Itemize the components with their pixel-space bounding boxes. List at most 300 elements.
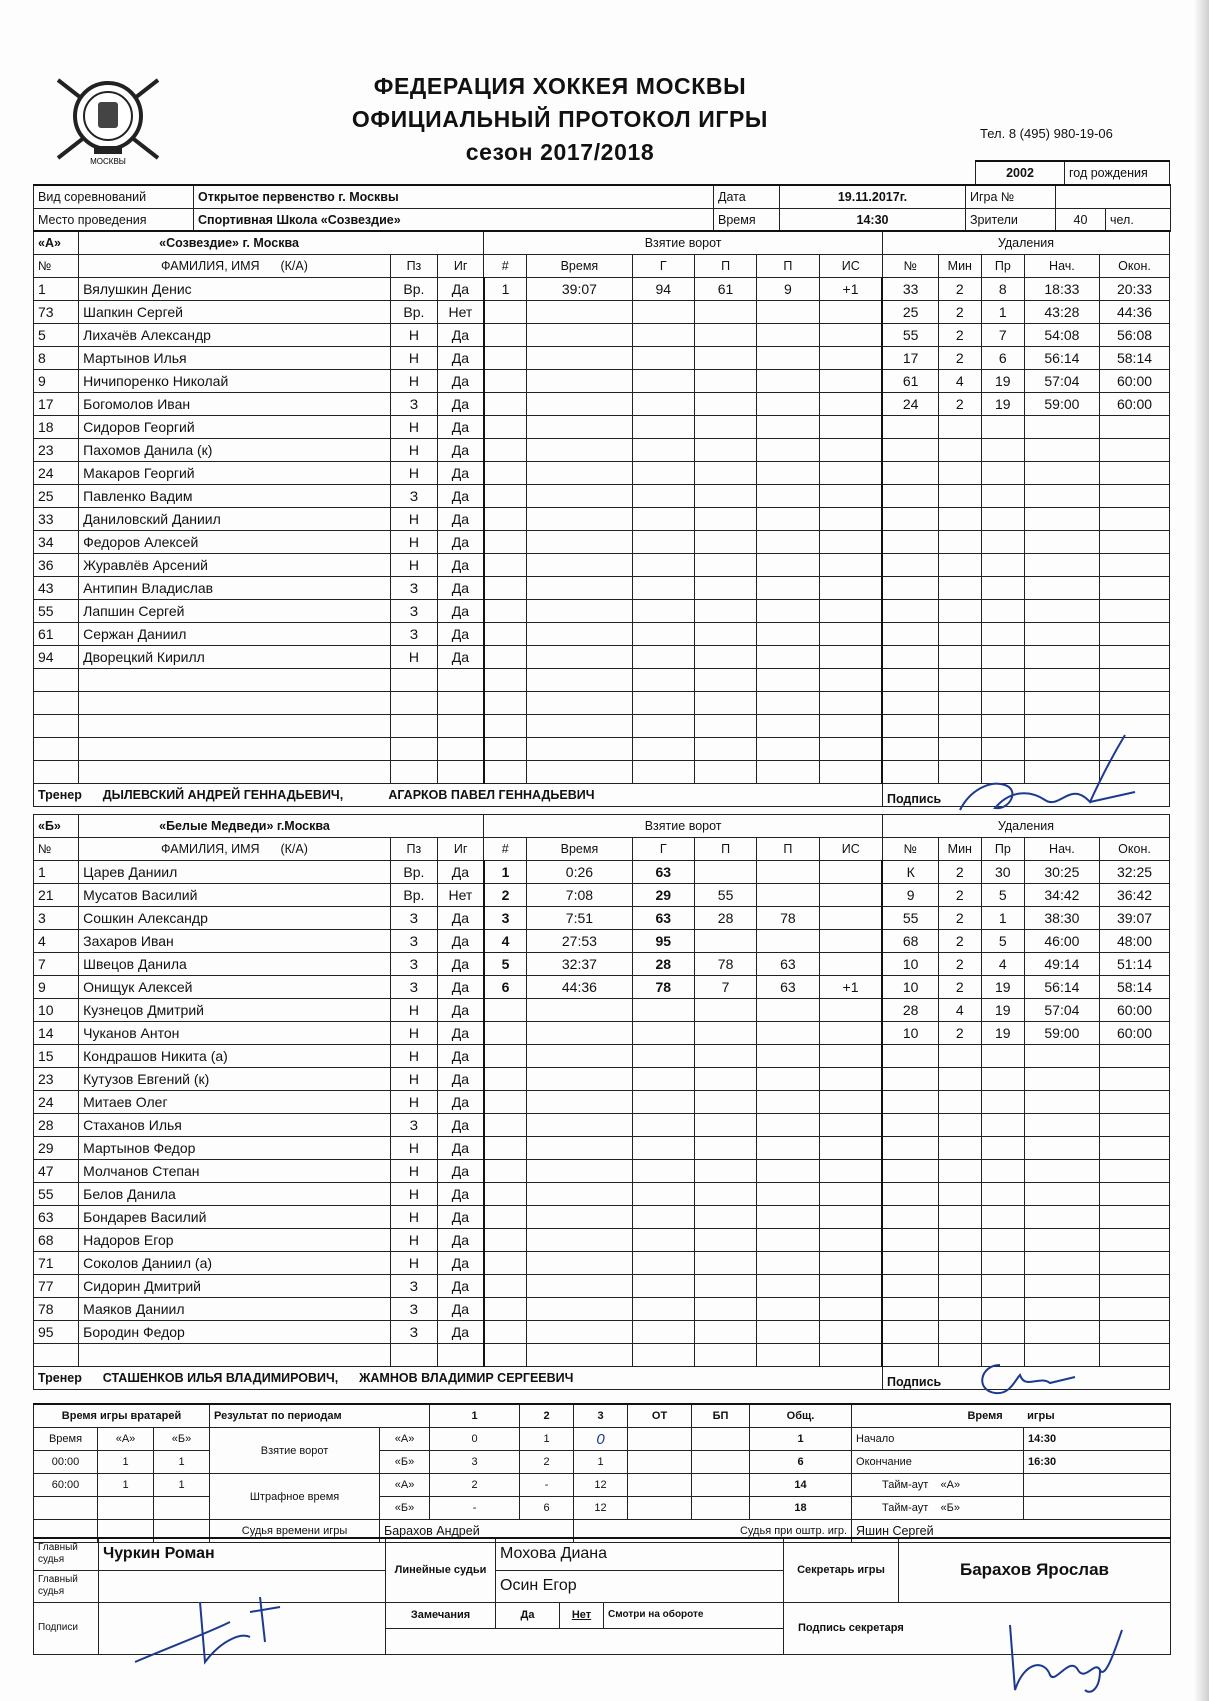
team-a-goal-scorer	[632, 531, 694, 554]
team-a-goal-assist-2	[757, 324, 819, 347]
team-a-row	[34, 347, 1170, 370]
team-b-player-name: Мартынов Федор	[79, 1137, 391, 1160]
team-a-goal-time	[527, 531, 632, 554]
coach-label: Тренер	[38, 788, 82, 802]
team-a-penalty-reason	[981, 508, 1024, 531]
team-b-goal-assist-2	[757, 1229, 819, 1252]
team-a-player-number: 94	[34, 646, 79, 669]
team-a-penalty-reason	[981, 623, 1024, 646]
team-a-penalty-end	[1100, 485, 1170, 508]
team-a-penalty-reason	[981, 485, 1024, 508]
team-a-goal-time	[527, 669, 632, 692]
team-b-player-number: 78	[34, 1298, 79, 1321]
team-b-row	[34, 1091, 1170, 1114]
team-b-player-number: 15	[34, 1045, 79, 1068]
team-a-player-name: Шапкин Сергей	[79, 301, 391, 324]
team-a-player-position: Н	[390, 646, 437, 669]
spectators-value: 40	[1056, 209, 1106, 232]
team-b-player-played: Да	[438, 1091, 484, 1114]
team-a-goal-assist-1	[694, 761, 756, 784]
team-b-goal-number	[484, 1275, 527, 1298]
team-a-goal-strength	[819, 485, 882, 508]
team-a-goal-strength	[819, 439, 882, 462]
team-a-coaches	[34, 784, 883, 807]
team-b-goal-strength	[819, 1344, 882, 1367]
team-a-player-number	[34, 669, 79, 692]
team-a-goal-assist-1	[694, 301, 756, 324]
team-b-goal-assist-2	[757, 1160, 819, 1183]
team-a-player-name: Мартынов Илья	[79, 347, 391, 370]
team-b-penalty-player: 55	[882, 907, 938, 930]
goals-row-label: Взятие ворот	[210, 1428, 380, 1474]
team-a-penalty-end	[1100, 508, 1170, 531]
team-a-penalty-start: 43:28	[1024, 301, 1099, 324]
team-b-goal-strength	[819, 1275, 882, 1298]
team-a-penalty-player: 61	[882, 370, 938, 393]
team-b-row	[34, 999, 1170, 1022]
team-b-goal-number: 6	[484, 976, 527, 999]
team-b-goal-scorer: 95	[632, 930, 694, 953]
team-b-goal-assist-2	[757, 1022, 819, 1045]
team-a-penalty-player	[882, 761, 938, 784]
pim-b-p2: 6	[520, 1497, 574, 1520]
team-a-row	[34, 301, 1170, 324]
team-b-goal-assist-2	[757, 1045, 819, 1068]
team-b-penalty-reason	[981, 1114, 1024, 1137]
team-a-penalty-minutes: 4	[938, 370, 981, 393]
col-assist-1: П	[694, 838, 756, 861]
team-b-penalty-minutes	[938, 1183, 981, 1206]
team-b-goal-assist-2	[757, 1252, 819, 1275]
team-b-penalty-end: 48:00	[1100, 930, 1170, 953]
col-position: Пз	[390, 255, 437, 278]
team-b-goal-strength	[819, 953, 882, 976]
team-a-penalty-reason	[981, 462, 1024, 485]
team-b-goal-assist-1	[694, 1252, 756, 1275]
team-a-goal-scorer	[632, 669, 694, 692]
team-a-goal-assist-1	[694, 692, 756, 715]
col-pen-min: Мин	[938, 838, 981, 861]
team-b-player-number: 77	[34, 1275, 79, 1298]
timekeeper-label: Судья времени игры	[210, 1520, 380, 1543]
team-b-penalty-end	[1100, 1275, 1170, 1298]
team-b-player-played: Да	[438, 1068, 484, 1091]
team-a-player-played: Да	[438, 347, 484, 370]
team-b-row	[34, 976, 1170, 999]
team-b-goal-strength	[819, 1022, 882, 1045]
team-b-coach-1: СТАШЕНКОВ ИЛЬЯ ВЛАДИМИРОВИЧ,	[102, 1371, 339, 1385]
team-a-penalty-start	[1024, 416, 1099, 439]
start-label: Начало	[852, 1428, 1024, 1451]
team-b-player-name: Соколов Даниил (а)	[79, 1252, 391, 1275]
col-goal-scorer: Г	[632, 838, 694, 861]
team-b-coach-2: ЖАМНОВ ВЛАДИМИР СЕРГЕЕВИЧ	[359, 1371, 574, 1385]
team-b-player-played: Да	[438, 1298, 484, 1321]
team-b-penalty-start	[1024, 1160, 1099, 1183]
team-a-player-name: Федоров Алексей	[79, 531, 391, 554]
team-a-letter: «А»	[34, 231, 79, 255]
gk-row-1-b: 1	[154, 1451, 210, 1474]
logo-caption: МОСКВЫ	[90, 157, 126, 165]
pim-a-bp	[692, 1474, 750, 1497]
team-a-player-played	[438, 761, 484, 784]
team-b-penalty-reason: 1	[981, 907, 1024, 930]
team-a-player-name: Антипин Владислав	[79, 577, 391, 600]
team-a-goal-assist-1	[694, 485, 756, 508]
team-a-goal-number	[484, 646, 527, 669]
team-b-goal-scorer	[632, 1022, 694, 1045]
pim-b-ot	[628, 1497, 692, 1520]
team-b-player-name: Царев Даниил	[79, 861, 391, 884]
team-b-penalty-minutes: 2	[938, 953, 981, 976]
team-b-player-number: 9	[34, 976, 79, 999]
team-b-goal-time: 7:08	[527, 884, 632, 907]
team-b-goal-time	[527, 1137, 632, 1160]
team-a-row	[34, 324, 1170, 347]
team-b-penalty-player	[882, 1137, 938, 1160]
competition-label: Вид соревнований	[34, 185, 194, 209]
pim-b-p3: 12	[574, 1497, 628, 1520]
team-a-goal-scorer	[632, 393, 694, 416]
pim-a-total: 14	[750, 1474, 852, 1497]
team-a-penalty-end	[1100, 577, 1170, 600]
team-a-player-position: Н	[390, 347, 437, 370]
team-b-player-played	[438, 1344, 484, 1367]
title-line-1: ФЕДЕРАЦИЯ ХОККЕЯ МОСКВЫ	[373, 73, 747, 99]
team-b-penalty-end	[1100, 1091, 1170, 1114]
team-a-goal-assist-2	[757, 577, 819, 600]
team-b-penalty-minutes	[938, 1045, 981, 1068]
team-a-penalty-reason: 19	[981, 393, 1024, 416]
team-b-penalty-reason: 5	[981, 884, 1024, 907]
team-a-goal-number	[484, 462, 527, 485]
team-a-penalty-player	[882, 439, 938, 462]
team-a-goal-strength	[819, 531, 882, 554]
team-b-goal-scorer: 78	[632, 976, 694, 999]
team-b-goal-time	[527, 1344, 632, 1367]
see-back-note: Смотри на обороте	[604, 1602, 784, 1628]
team-b-goal-scorer: 63	[632, 907, 694, 930]
team-a-player-name	[79, 715, 391, 738]
team-a-player-played	[438, 715, 484, 738]
team-b-player-name: Сидорин Дмитрий	[79, 1275, 391, 1298]
team-b-player-number: 1	[34, 861, 79, 884]
team-a-penalty-start	[1024, 439, 1099, 462]
team-a-goal-strength	[819, 669, 882, 692]
team-b-penalty-end	[1100, 1321, 1170, 1344]
team-a-goal-number	[484, 347, 527, 370]
federation-logo-icon	[48, 70, 168, 165]
team-b-name: «Белые Медведи» г.Москва	[79, 815, 484, 838]
col-pen-start: Нач.	[1024, 255, 1099, 278]
team-a-player-position: Вр.	[390, 301, 437, 324]
team-b-goal-number	[484, 1114, 527, 1137]
team-a-penalty-player: 17	[882, 347, 938, 370]
team-b-goal-assist-1	[694, 1275, 756, 1298]
team-b-goal-strength	[819, 1252, 882, 1275]
team-a-goal-assist-1	[694, 554, 756, 577]
team-b-goal-number	[484, 1229, 527, 1252]
team-b-penalty-end: 32:25	[1100, 861, 1170, 884]
team-a-player-name: Ничипоренко Николай	[79, 370, 391, 393]
col-played: Иг	[438, 255, 484, 278]
team-b-row	[34, 1183, 1170, 1206]
team-b-row	[34, 1160, 1170, 1183]
shootout-label: БП	[692, 1404, 750, 1428]
team-a-penalty-start	[1024, 623, 1099, 646]
col-strength: ИС	[819, 255, 882, 278]
team-b-player-played: Да	[438, 1183, 484, 1206]
team-b-player-name: Сошкин Александр	[79, 907, 391, 930]
team-a-player-position: З	[390, 600, 437, 623]
team-b-goal-strength	[819, 907, 882, 930]
team-b-penalty-reason: 30	[981, 861, 1024, 884]
team-b-player-number: 3	[34, 907, 79, 930]
team-a-player-position: З	[390, 623, 437, 646]
team-a-penalty-minutes: 2	[938, 278, 981, 301]
team-a-penalty-start	[1024, 646, 1099, 669]
team-b-penalty-player: 28	[882, 999, 938, 1022]
team-b-player-name: Стаханов Илья	[79, 1114, 391, 1137]
team-a-penalty-start: 56:14	[1024, 347, 1099, 370]
team-b-penalty-reason: 19	[981, 999, 1024, 1022]
team-b-goal-assist-1	[694, 1137, 756, 1160]
team-a-player-number: 23	[34, 439, 79, 462]
team-b-penalty-end: 36:42	[1100, 884, 1170, 907]
team-b-penalty-start: 38:30	[1024, 907, 1099, 930]
team-a-goal-time	[527, 370, 632, 393]
team-a-penalty-reason	[981, 646, 1024, 669]
team-a-penalty-start	[1024, 669, 1099, 692]
team-b-player-played: Да	[438, 1252, 484, 1275]
team-a-player-name: Павленко Вадим	[79, 485, 391, 508]
team-a-goal-number	[484, 623, 527, 646]
team-a-penalty-player	[882, 738, 938, 761]
col-assist-1: П	[694, 255, 756, 278]
team-b-goal-strength	[819, 1321, 882, 1344]
team-b-player-played: Да	[438, 861, 484, 884]
team-b-goal-assist-2	[757, 1068, 819, 1091]
team-a-goal-scorer	[632, 416, 694, 439]
team-b-goal-assist-2	[757, 1298, 819, 1321]
team-a-penalty-minutes	[938, 669, 981, 692]
team-b-signature-icon	[970, 1355, 1080, 1400]
team-b-penalty-minutes: 2	[938, 1022, 981, 1045]
team-a-penalty-minutes	[938, 577, 981, 600]
team-b-penalty-player	[882, 1068, 938, 1091]
period-1-label: 1	[430, 1404, 520, 1428]
team-a-goal-time: 39:07	[527, 278, 632, 301]
team-a-player-position: Н	[390, 370, 437, 393]
team-a-penalty-start	[1024, 485, 1099, 508]
team-a-player-position: Н	[390, 462, 437, 485]
date-value: 19.11.2017г.	[780, 185, 966, 209]
team-a-player-played: Да	[438, 278, 484, 301]
team-b-penalty-minutes: 2	[938, 976, 981, 999]
team-b-goal-strength	[819, 861, 882, 884]
team-a-player-played: Да	[438, 577, 484, 600]
team-a-goal-strength	[819, 370, 882, 393]
team-a-player-number: 43	[34, 577, 79, 600]
team-a-penalty-reason	[981, 669, 1024, 692]
team-a-goal-scorer	[632, 623, 694, 646]
timeout-label: Тайм-аут	[882, 1502, 929, 1514]
team-a-player-number: 25	[34, 485, 79, 508]
team-b-penalty-player	[882, 1206, 938, 1229]
team-a-penalty-minutes	[938, 485, 981, 508]
team-b-player-name: Кутузов Евгений (к)	[79, 1068, 391, 1091]
gk-row-1-a: 1	[98, 1451, 154, 1474]
secretary-label: Секретарь игры	[784, 1538, 899, 1602]
team-a-row	[34, 577, 1170, 600]
team-a-penalty-minutes	[938, 508, 981, 531]
team-a-goal-assist-2	[757, 738, 819, 761]
team-b-player-played: Да	[438, 1229, 484, 1252]
secretary-signature-icon	[1000, 1620, 1130, 1700]
team-b-penalty-end	[1100, 1229, 1170, 1252]
team-b-goal-scorer	[632, 1321, 694, 1344]
team-a-goal-strength	[819, 347, 882, 370]
team-b-penalties-heading: Удаления	[882, 815, 1169, 838]
team-b-goal-time	[527, 1229, 632, 1252]
team-b-penalty-player	[882, 1160, 938, 1183]
team-a-row	[34, 531, 1170, 554]
team-b-penalty-player	[882, 1252, 938, 1275]
team-b-goal-assist-1	[694, 1229, 756, 1252]
main-referee-1: Чуркин Роман	[99, 1538, 386, 1570]
team-a-goal-assist-2	[757, 761, 819, 784]
team-a-penalty-end: 44:36	[1100, 301, 1170, 324]
team-b-goal-time	[527, 999, 632, 1022]
team-a-goal-assist-1	[694, 623, 756, 646]
team-a-player-name: Вялушкин Денис	[79, 278, 391, 301]
team-a-penalty-player	[882, 508, 938, 531]
goals-a-ot	[628, 1428, 692, 1451]
team-a-player-position: Н	[390, 439, 437, 462]
team-b-penalty-start: 34:42	[1024, 884, 1099, 907]
team-a-player-played	[438, 738, 484, 761]
team-a-penalty-reason	[981, 577, 1024, 600]
team-b-goal-assist-2: 63	[757, 953, 819, 976]
team-a-penalty-end: 56:08	[1100, 324, 1170, 347]
team-b-player-name: Бородин Федор	[79, 1321, 391, 1344]
col-pen-reason: Пр	[981, 838, 1024, 861]
col-strength: ИС	[819, 838, 882, 861]
team-b-player-position: З	[390, 953, 437, 976]
team-a-goal-strength	[819, 508, 882, 531]
team-b-player-number: 63	[34, 1206, 79, 1229]
team-b-player-name: Захаров Иван	[79, 930, 391, 953]
team-a-goal-scorer	[632, 439, 694, 462]
team-b-penalty-player	[882, 1344, 938, 1367]
col-played: Иг	[438, 838, 484, 861]
team-b-player-number: 29	[34, 1137, 79, 1160]
team-a-penalty-start	[1024, 531, 1099, 554]
gk-row-1-time: 00:00	[34, 1451, 98, 1474]
team-b-goal-scorer: 63	[632, 861, 694, 884]
col-goal-number: #	[484, 838, 527, 861]
team-a-penalty-minutes	[938, 600, 981, 623]
remarks-no: Нет	[560, 1602, 604, 1628]
team-a-player-name: Лихачёв Александр	[79, 324, 391, 347]
team-b-goal-strength	[819, 1160, 882, 1183]
game-time-word: Время	[967, 1410, 1003, 1422]
team-b-goal-time	[527, 1252, 632, 1275]
team-b-penalty-start	[1024, 1137, 1099, 1160]
team-a-player-position: Н	[390, 554, 437, 577]
pim-a-p1: 2	[430, 1474, 520, 1497]
team-b-penalty-reason	[981, 1160, 1024, 1183]
team-b-penalty-end	[1100, 1137, 1170, 1160]
team-a-goal-strength	[819, 738, 882, 761]
title-line-3: сезон 2017/2018	[465, 139, 655, 165]
team-b-penalty-minutes	[938, 1275, 981, 1298]
team-b-goal-time	[527, 1206, 632, 1229]
team-a-goal-time	[527, 393, 632, 416]
goals-a-p1: 0	[430, 1428, 520, 1451]
end-value: 16:30	[1024, 1451, 1171, 1474]
team-a-goal-assist-2	[757, 347, 819, 370]
team-b-penalty-minutes	[938, 1137, 981, 1160]
team-b-goal-scorer	[632, 1298, 694, 1321]
team-b-goal-assist-1: 28	[694, 907, 756, 930]
team-a-goal-scorer	[632, 692, 694, 715]
team-a-goal-number	[484, 600, 527, 623]
team-a-player-position	[390, 738, 437, 761]
team-a-penalty-minutes	[938, 692, 981, 715]
team-a-player-number: 55	[34, 600, 79, 623]
team-b-penalty-end	[1100, 1298, 1170, 1321]
team-a-row	[34, 692, 1170, 715]
gk-row-2-a: 1	[98, 1474, 154, 1497]
goals-b-bp	[692, 1451, 750, 1474]
team-a-player-number: 1	[34, 278, 79, 301]
team-b-player-position: Н	[390, 999, 437, 1022]
remarks-empty	[386, 1628, 784, 1654]
place-value: Спортивная Школа «Созвездие»	[194, 209, 714, 232]
team-b-goal-time	[527, 1183, 632, 1206]
team-b-player-name: Белов Данила	[79, 1183, 391, 1206]
team-a-row	[34, 278, 1170, 301]
team-a-penalty-player: 33	[882, 278, 938, 301]
team-b-goal-assist-2	[757, 884, 819, 907]
team-a-goal-number	[484, 301, 527, 324]
team-b-goal-assist-1	[694, 1160, 756, 1183]
team-a-player-played	[438, 692, 484, 715]
team-b-row	[34, 1321, 1170, 1344]
team-b-goal-assist-2: 63	[757, 976, 819, 999]
team-b-goal-scorer	[632, 1137, 694, 1160]
team-b-penalty-start	[1024, 1206, 1099, 1229]
team-a-row	[34, 600, 1170, 623]
team-b-row	[34, 930, 1170, 953]
team-b-penalty-end	[1100, 1045, 1170, 1068]
timeout-a-value	[1024, 1474, 1171, 1497]
team-a-player-played: Да	[438, 370, 484, 393]
team-b-penalty-player	[882, 1229, 938, 1252]
gk-title: Время игры вратарей	[34, 1404, 210, 1428]
team-a-penalty-player	[882, 462, 938, 485]
team-b-goal-number: 3	[484, 907, 527, 930]
team-a-goal-strength	[819, 416, 882, 439]
gk-row-3-a	[98, 1497, 154, 1520]
team-b-penalty-reason	[981, 1137, 1024, 1160]
team-a-goal-strength	[819, 324, 882, 347]
team-b-goal-scorer	[632, 1229, 694, 1252]
team-b-goal-assist-2	[757, 1137, 819, 1160]
team-b-player-name: Маяков Даниил	[79, 1298, 391, 1321]
team-b-player-position: Вр.	[390, 884, 437, 907]
